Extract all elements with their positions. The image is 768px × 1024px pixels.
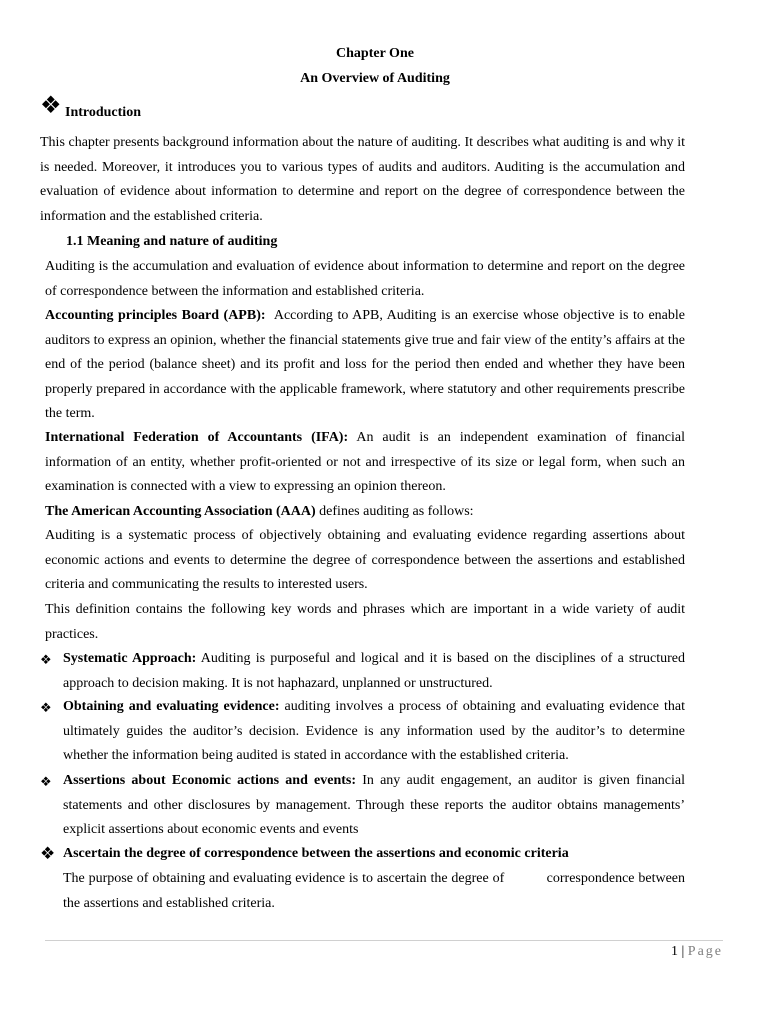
keywords-intro: This definition contains the following key words and phrases which are important in a wide variety of audit practices. (45, 602, 685, 642)
bullet-text: Auditing is purposeful and logical and it is based on the disciplines of a structured approach to decision making. It is not haphazard, unplanned or unstructured. (63, 651, 685, 691)
diamond-bullet-icon: ❖ (40, 774, 52, 789)
diamond-bullet-icon: ❖ (40, 700, 52, 715)
page-footer (671, 942, 723, 962)
chapter-title: An Overview of Auditing (300, 71, 450, 86)
general-definition: Auditing is the accumulation and evaluation of evidence about information to determine and report on the degree of correspondence between the information and established criteria. (45, 259, 685, 299)
apb-definition (45, 304, 685, 427)
aaa-text: defines auditing as follows: (319, 504, 474, 519)
ifa-label: International Federation of Accountants (IFA): (45, 430, 349, 445)
footer-divider (45, 940, 723, 941)
bullet-text: auditing involves a process of obtaining and evaluating evidence that ultimately guides the auditor’s decision. Evidence is any information used by the auditor’s to determine whether the information being audited is stated in accordance with the established criteria. (63, 699, 685, 763)
section-heading: 1.1 Meaning and nature of auditing (66, 234, 278, 249)
bullet-systematic-approach (63, 647, 685, 696)
ifa-text: An audit is an independent examination of financial information of an entity, whether profit-oriented or not and irrespective of its size or legal form, when such an examination is connected with a view to expressing an opinion thereon. (45, 430, 685, 494)
bullet-label: Assertions about Economic actions and events: (63, 773, 357, 788)
correspondence-paragraph: The purpose of obtaining and evaluating evidence is to ascertain the degree of correspondence between the assertions and established criteria. (63, 871, 689, 911)
page-number: 1 (670, 944, 678, 959)
bullet-correspondence: Ascertain the degree of correspondence between the assertions and economic criteria (63, 846, 569, 861)
bullet-text: In any audit engagement, an auditor is given financial statements and other disclosures by management. Through these reports the auditor obtains managements’ explicit assertions about economic events and events (63, 773, 685, 837)
bullet-assertions (63, 769, 685, 843)
aaa-label: The American Accounting Association (AAA) (45, 504, 316, 519)
apb-label: Accounting principles Board (APB): (45, 308, 266, 323)
aaa-definition: Auditing is a systematic process of objectively obtaining and evaluating evidence regarding assertions about economic actions and events to determine the degree of correspondence between the assertions and established criteria and communicating the results to interested users. (45, 528, 685, 592)
bullet-label: Systematic Approach: (63, 651, 197, 666)
chapter-label: Chapter One (336, 46, 414, 61)
ifa-definition (45, 426, 685, 500)
intro-paragraph: This chapter presents background information about the nature of auditing. It describes what auditing is and why it is needed. Moreover, it introduces you to various types of audits and auditors. Auditing is the accumulation and evaluation of evidence about information to determine and report on the degree of correspondence between the information and the established criteria. (40, 135, 685, 224)
page-word: Page (687, 944, 723, 959)
apb-text: According to APB, Auditing is an exercise whose objective is to enable auditors to express an opinion, whether the financial statements give true and fair view of the entity’s affairs at the end of the period (balance sheet) and its profit and loss for the period then ended and whether they have been properly prepared in accordance with the applicable framework, where statutory and other requirements prescribe the term. (45, 308, 685, 421)
page-separator: | (677, 944, 688, 959)
bullet-label: Obtaining and evaluating evidence: (63, 699, 280, 714)
four-diamond-bullet-icon: ❖ (40, 93, 62, 119)
aaa-intro (45, 500, 685, 525)
intro-heading: Introduction (65, 105, 141, 120)
bullet-obtaining-evidence (63, 695, 685, 769)
diamond-bullet-icon: ❖ (40, 844, 56, 863)
diamond-bullet-icon: ❖ (40, 652, 52, 667)
